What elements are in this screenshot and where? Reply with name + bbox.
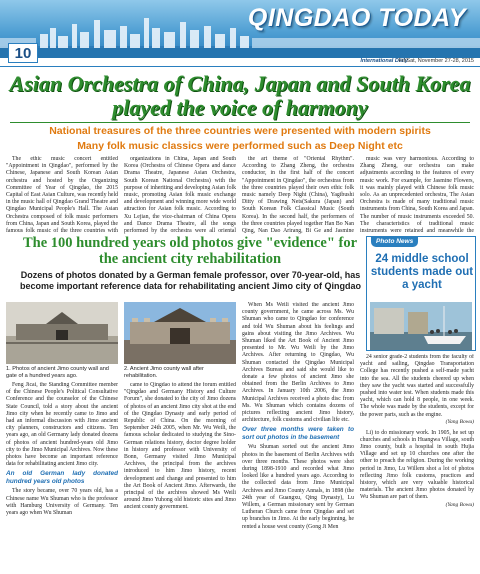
article1-text-2: organizations in China, Japan and South Korea (Orchestra of Chinese Opera and dance Drama Theatre, Japanese Asian Orchestra, South Korean National Orchestra) with the purpose of inheriting and developing Asian folk music, promoting Asian folk music exchange and development and winning more wide world attraction for Asian folk music. According to Xu Lejian, the vice-chairman of China Opera and Dance Drama Theatre, all the songs performed by the orchestra were all oriental (124, 156, 236, 234)
article2-subhead: Dozens of photos donated by a German female professor, over 70-year-old, has become important reference data for rehabilitating ancient Jimo city of Qingdao (19, 270, 362, 291)
article1-text-3: the art theme of "Oriental Rhythm". According to Zhang Zheng, the orchestra conductor, in the first half of the concert "Appointment in Qingdao", the orchestras from the three countries played their own ethic folk music namely Deep Night (China), Yagibushi Ditty of Drawing Nets(Sakura (Japan) and South Korean Folk Classical Music (South Korea). In the second half, the performers of the three countries played together Han Bo Nan Qing, Nan Dao Arirang, Bi Ge and Jasmine (242, 156, 354, 234)
masthead-title: QINGDAO TODAY (247, 4, 466, 32)
photo-caption-1: 1. Photos of ancient Jimo county wall and gate of a hundred years ago. (6, 366, 109, 379)
article1-column-3 (242, 156, 354, 234)
article2-column-2 (124, 382, 236, 572)
headline-divider (10, 122, 470, 123)
article1-column-2 (124, 156, 236, 234)
article2-section-head-1: An old German lady donated hundred years old photos (6, 470, 118, 486)
article1-column-1 (6, 156, 118, 234)
issue-date: Fri/Sat, November 27-28, 2015 (398, 58, 474, 64)
article2-text-2: came to Qingdao to attend the forum entitled "Qingdao and Germany History and Culture Forum", she donated to the city of Jimo dozens of photos of an ancient Jimo city shot at the end of the Qingdao Dynasty and early period of Republic of China. On the morning of September 24th 2005, when Mr. Wu Weili, the famous scholar dedicated to studying the Sino-German relations history, doctor degree holder in history and professor with University of Bonn, Germany visited Jimo Municipal Archives, the principal from the archives introduced to him Jimo history, recent development and change and presented to him the Art Book of Ancient Jimo. Afterwards, the principal of the archives showed Ms Weili around Jimo Yuhong old historic sites and Jimo ancient county government. (124, 382, 236, 511)
publication-name: International Daily (360, 58, 408, 64)
article1-subhead-2: Many folk music classics were performed such as Deep Night etc (77, 140, 403, 152)
article2-text-4: Li) to do missionary work. In 1905, he set up churches and schools in Huangwa Village, south Jimo county, built a hospital in south Hujia Village and set up 10 churches one after the other to preach the religion. During the working period in Jimo, Lu Willem shot a lot of photos reflecting Jimo folk customs, practices and history, which are very valuable historical materials. The ancient Jimo photos donated by Wu Shuman are part of them. (360, 429, 474, 501)
article2-text-1b: The story became, over 70 years old, has a Chinese name Wu Shuman who is the professor with Hamburg University of Germany. Ten years ago when Wu Shuman (6, 488, 118, 517)
article2-byline: (Yang Bowu) (445, 502, 474, 509)
article2-column-3 (242, 302, 354, 572)
article2-text-1: Feng Jicai, the Standing Committee member of the Chinese People's Political Consultative Conference and the counselor of the Chinese State Council, told a story about the ancient Jimo city when he recently came to Jimo and had an informal discussion with Jimo ancient city planners, constructors and citizens. Ten years ago, an old Germany lady donated dozens of photos of ancient hundred-years old Jimo city to the Jimo Municipal Archives. Now these photos have become an important reference data for rehabilitating ancient Jimo city. (6, 382, 118, 468)
photo-news-headline: 24 middle school students made out a yacht (370, 253, 474, 291)
dateline (0, 58, 480, 67)
article1-headline: Asian Orchestra of China, Japan and South Korea played the voice of harmony (9, 71, 471, 120)
article2-headline: The 100 hundred years old photos give "evidence" for the ancient city rehabilitation (22, 235, 358, 267)
photo-news-tag: Photo News (371, 236, 418, 247)
rehabilitated-wall-photo (124, 302, 236, 364)
ancient-jimo-gate-photo (6, 302, 118, 364)
photo-caption-2: 2. Ancient Jimo county wall after rehabilitation. (124, 366, 204, 379)
page-number: 10 (8, 43, 38, 63)
article2-section-head-2: Over three months were taken to sort out photos in the basement (242, 426, 354, 442)
photo-news-text: 24 senior grade-2 students from the faculty of yacht and sailing, Qingdao Transportation College has recently pushed a self-made yacht into the sea. All the students cheered up when they saw the yacht was started and successfully pushed into water test. When students made this yacht, which can hold 8 people, in one week. The whole was made by the students, except for the power parts, such as the engine. (360, 354, 474, 418)
article1-text-1: The ethic music concert entitled "Appointment in Qingdao", performed by the Chinese, Japanese and South Korean Asian orchestra and hosted by the Organizing Committee of Year of Qingdao, the 2015 Capital of East Asian Culture, was recently held in the music hall of Qingdao Grand Theatre and Qingdao Municipal People's Hall. The Asian Orchestra composed of folk music performers from China, Japan and South Korea, played the famous folk music of the three countries with (6, 156, 118, 234)
masthead-banner (0, 0, 480, 58)
photo-news-byline: (Yang Bowu) (445, 419, 474, 426)
yacht-photo (370, 302, 472, 350)
article1-subhead-1: National treasures of the three countries were presented with modern spirits (49, 125, 431, 137)
article2-column-1 (6, 382, 118, 572)
photo-news-column (360, 354, 474, 572)
article1-column-4 (360, 156, 474, 234)
article1-text-4: music was very harmonious. According to Zhang Zheng, our orchestra can make adjustments according to the features of every music work. For example, for Jasmine Flowers, it was mainly played with Chinese folk music solo. As an unprecedented orchestra, The Asian Orchestra is made of many traditional music instruments from China, South Korea and Japan. The number of music instruments exceeded 50. The characteristics of traditional music instruments were retained and meanwhile the (360, 156, 474, 234)
article2-text-3b: Wu Shuman sorted out the ancient Jimo photos in the basement of Berlin Archives with over three months. These photos were shot during 1898-1910 and recorded what Jimo looked like a hundred years ago. According to the collected data from Jimo Municipal Archives and Jimo County Annals, in 1898 (the 24th year of Guangxu, Qing Dynasty), Lu Willem, a German missionary sent by German Lutheran Church came from Qingdao and set up branches in Jimo. At the early beginning, he rented a house west county (Gong Ji Men (242, 444, 354, 530)
article2-text-3: When Ms Weili visited the ancient Jimo county government, he came across Ms. Wu Shuman who came to Qingdao for conference and told Wu Shuman about his feelings and gains about visiting the Jimo Archives. Wu Shuman liked the Art Book of Ancient Jimo presented to Mr. Wu Weili by the Jimo Archives. After returning to Qingdao, Wu Shuman contacted the Qingdao Municipal Archives Bureau and said she would like to donate a few photos of ancient Jimo she obtained from the Berlin Archives to Jimo Archives. In January 10th 2006, the Jimo Municipal Archives received a photo disc from Ms. Wu Shuman which contains dozens of pictures reflecting ancient Jimo history, architecture, folk customs and civilian life etc. (242, 302, 354, 424)
